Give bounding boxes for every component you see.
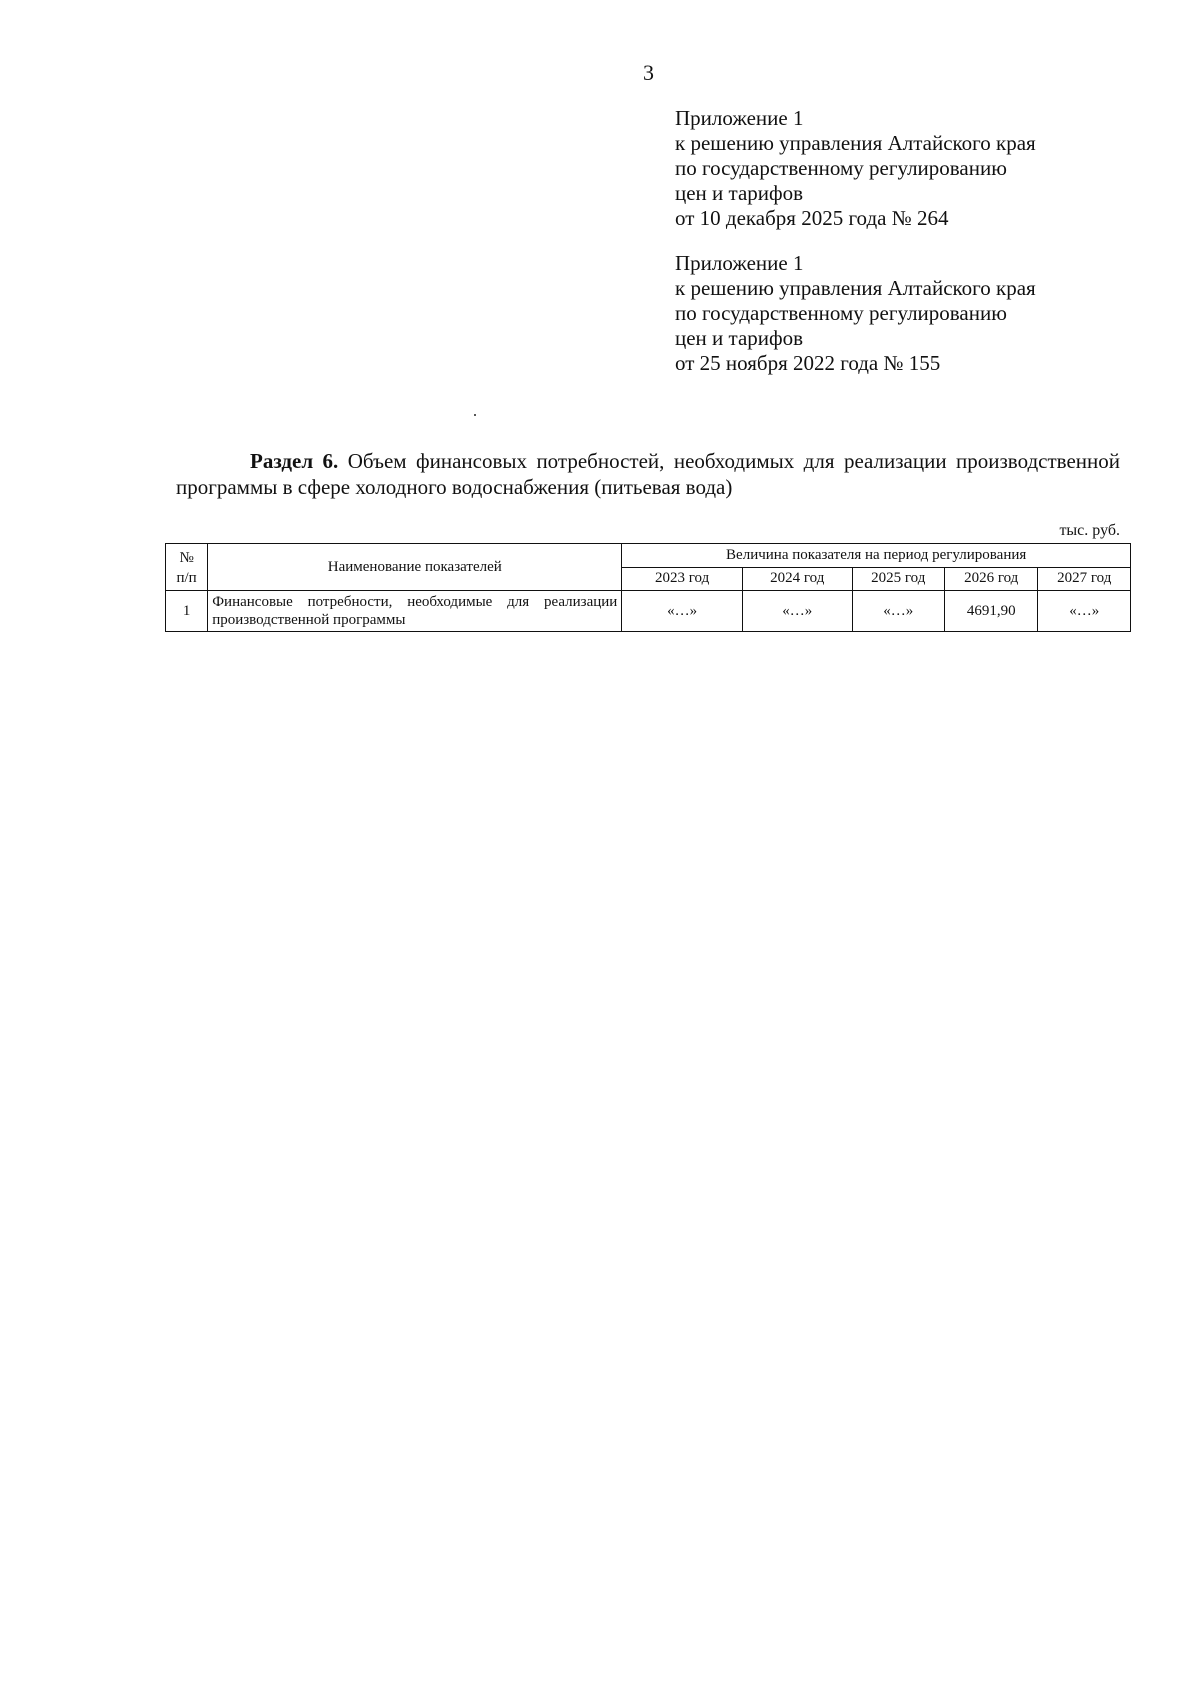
header-indicator-name: Наименование показателей <box>208 544 622 591</box>
appendix-line: от 10 декабря 2025 года № 264 <box>675 206 949 230</box>
table-row <box>166 591 1131 632</box>
appendix-current-block <box>675 106 1135 231</box>
appendix-line: от 25 ноября 2022 года № 155 <box>675 351 941 375</box>
row-value-2027: «…» <box>1038 591 1131 632</box>
header-year-2024: 2024 год <box>742 567 852 591</box>
appendix-line: цен и тарифов <box>675 326 804 350</box>
page-number: 3 <box>643 60 654 85</box>
row-value-2025: «…» <box>852 591 944 632</box>
appendix-line: к решению управления Алтайского края <box>675 276 1036 300</box>
header-number-abbr: п/п <box>176 570 197 586</box>
appendix-line: Приложение 1 <box>675 251 804 275</box>
appendix-line: Приложение 1 <box>675 106 804 130</box>
appendix-line: по государственному регулированию <box>675 301 1007 325</box>
header-year-2027: 2027 год <box>1038 567 1131 591</box>
section-label: Раздел 6. <box>250 449 339 473</box>
financial-needs-table <box>165 543 1131 632</box>
section-heading-text: Объем финансовых потребностей, необходимых для реализации производственной программы в сфере холодного водоснабжения (питьевая вода) <box>176 449 1120 499</box>
appendix-line: по государственному регулированию <box>675 156 1007 180</box>
appendix-previous-block <box>675 251 1135 376</box>
row-value-2023: «…» <box>622 591 743 632</box>
units-label: тыс. руб. <box>1059 522 1120 539</box>
row-value-2024: «…» <box>742 591 852 632</box>
header-number-cell <box>166 544 208 591</box>
header-year-2026: 2026 год <box>944 567 1037 591</box>
appendix-line: к решению управления Алтайского края <box>675 131 1036 155</box>
row-value-2026: 4691,90 <box>944 591 1037 632</box>
scan-speck <box>474 414 476 416</box>
appendix-line: цен и тарифов <box>675 181 804 205</box>
header-year-2023: 2023 год <box>622 567 743 591</box>
header-period: Величина показателя на период регулирования <box>622 544 1131 568</box>
header-number-sign: № <box>179 550 194 566</box>
row-number: 1 <box>166 591 208 632</box>
header-year-2025: 2025 год <box>852 567 944 591</box>
row-indicator-name: Финансовые потребности, необходимые для реализации производственной программы <box>208 591 622 632</box>
section-title <box>176 448 1120 500</box>
table-header-row <box>166 544 1131 568</box>
